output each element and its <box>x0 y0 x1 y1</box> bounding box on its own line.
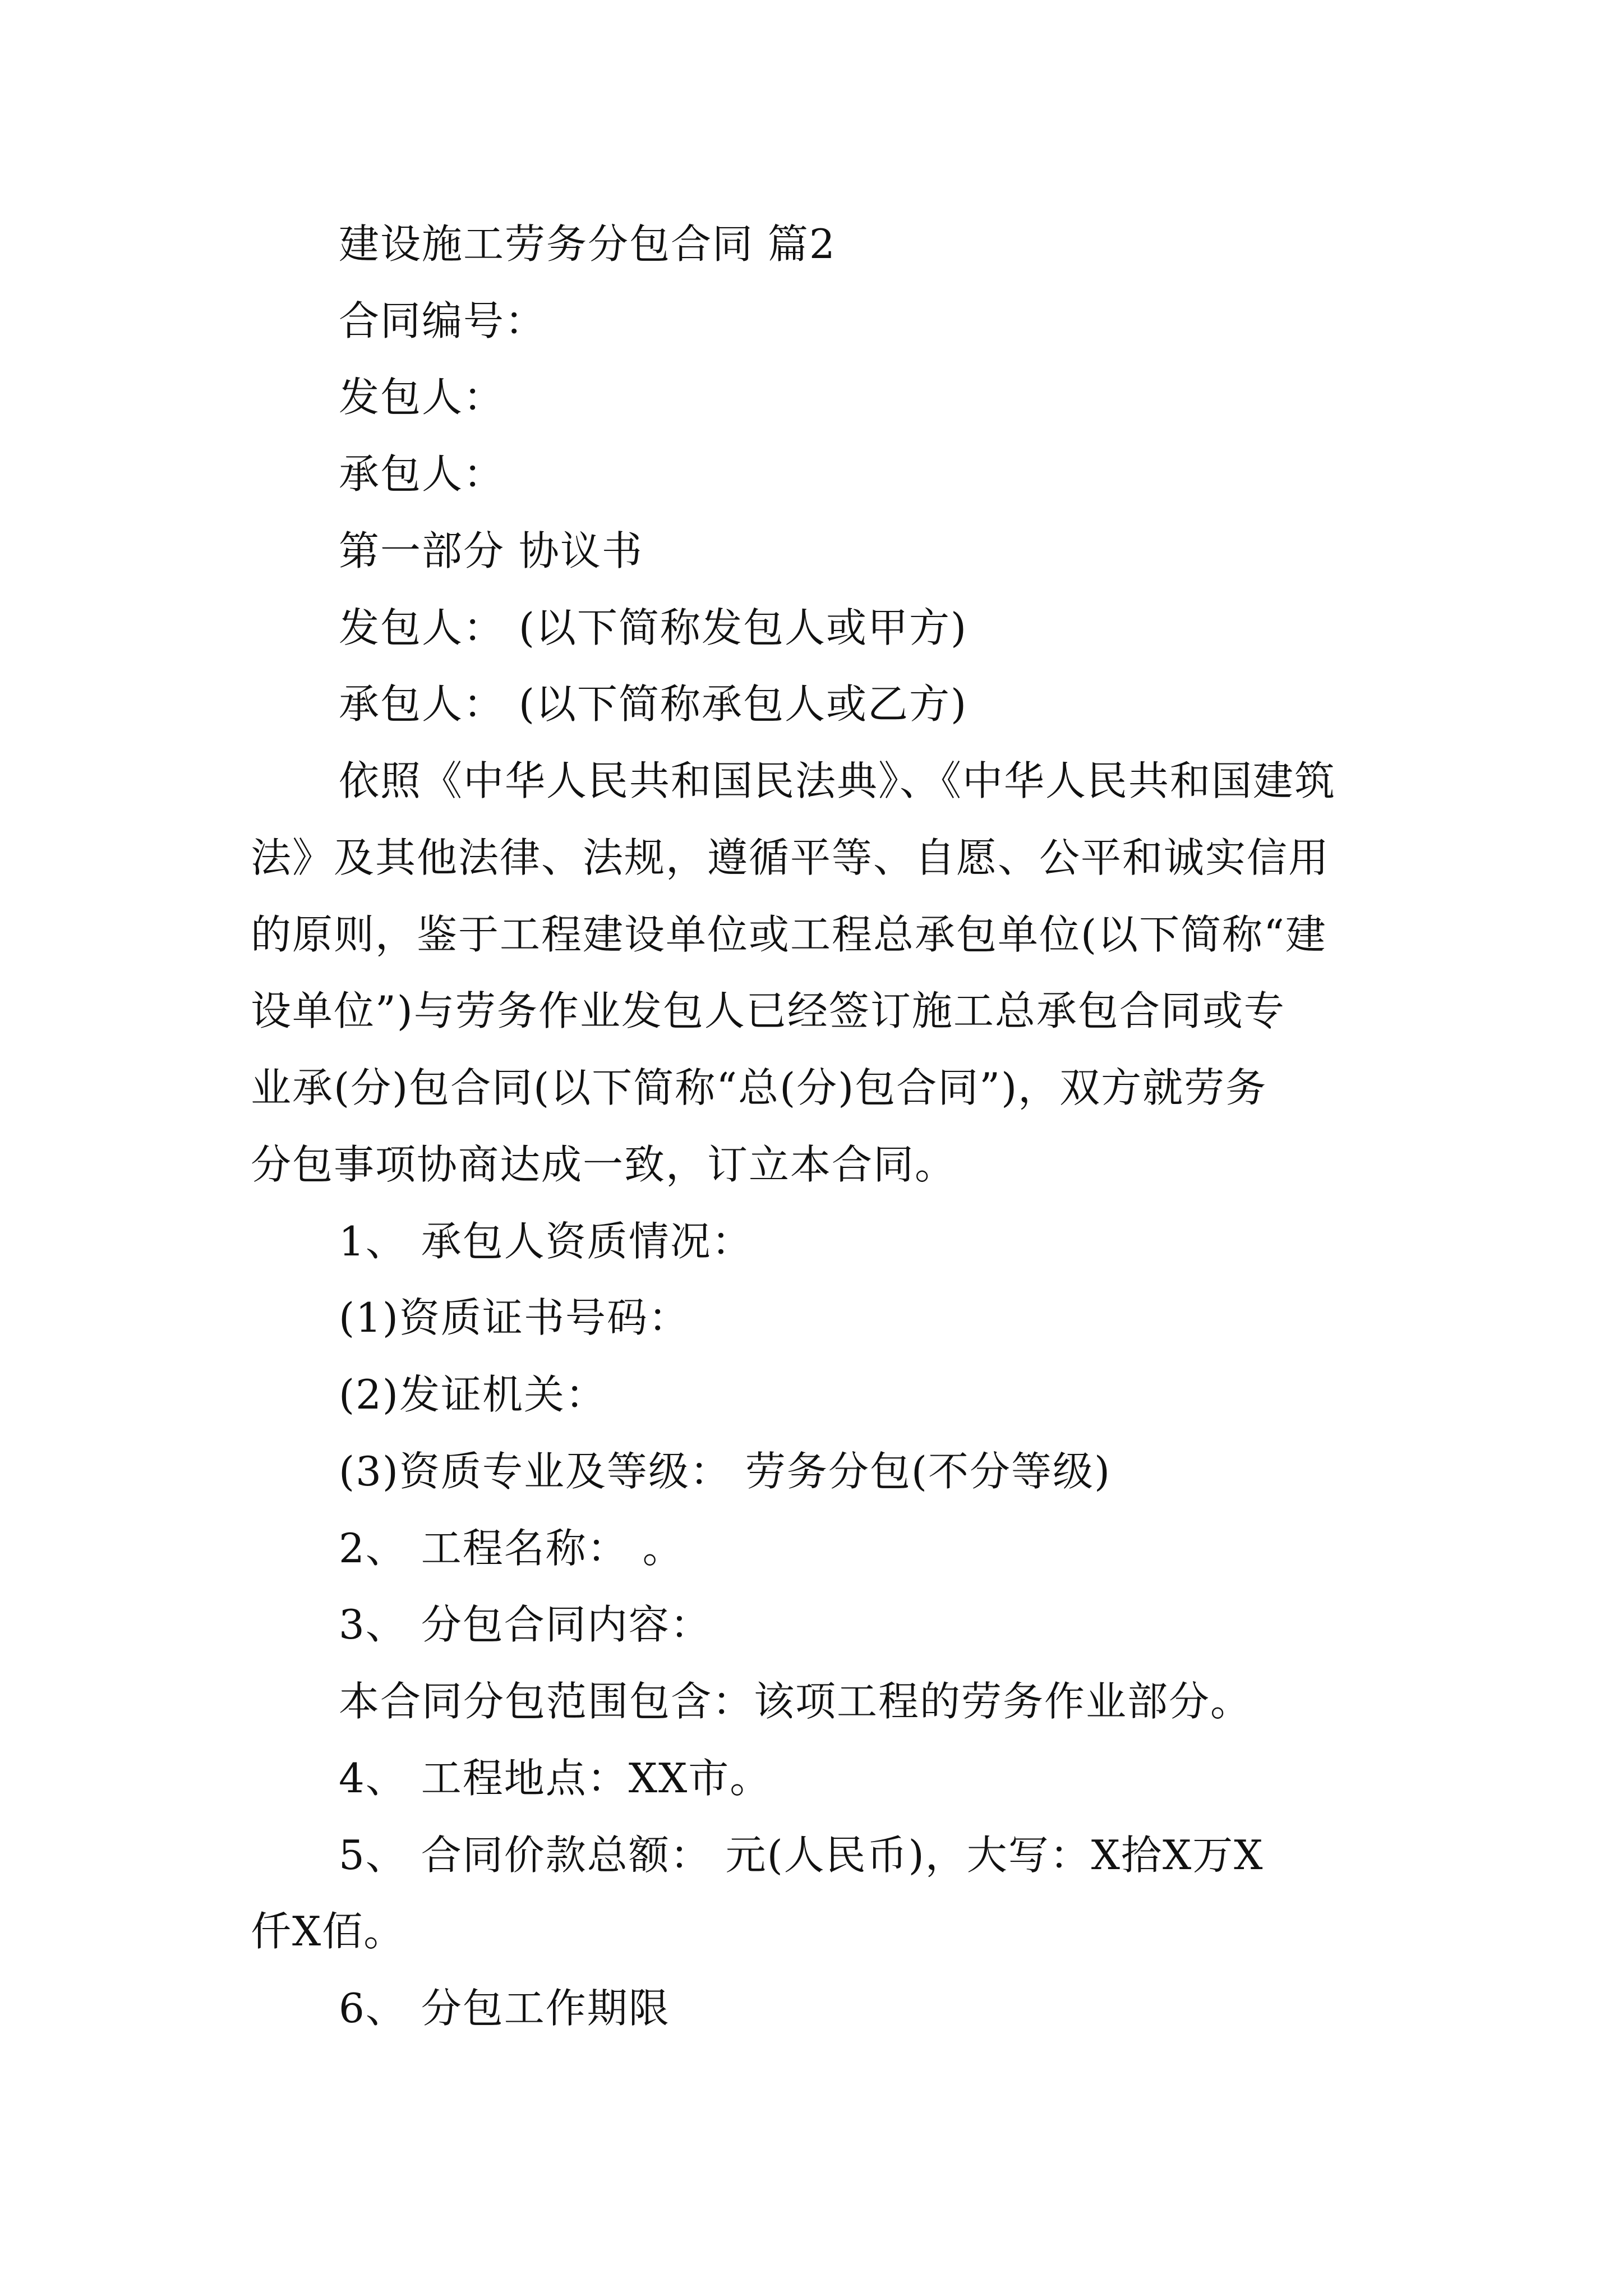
item-3-detail: 本合同分包范围包含：该项工程的劳务作业部分。 <box>339 1678 1252 1725</box>
item-3-heading: 3、 分包合同内容： <box>339 1601 712 1648</box>
contract-number-label: 合同编号： <box>339 297 547 344</box>
contractor-label: 承包人： <box>339 450 505 498</box>
preamble-line: 业承(分)包合同(以下简称“总(分)包合同”)，双方就劳务 <box>251 1064 1267 1111</box>
document-title: 建设施工劳务分包合同 篇2 <box>339 220 836 268</box>
preamble-line: 分包事项协商达成一致，订立本合同。 <box>251 1141 957 1188</box>
item-5-line-2: 仟X佰。 <box>251 1908 405 1955</box>
item-1-3: (3)资质专业及等级： 劳务分包(不分等级) <box>339 1448 1112 1495</box>
preamble-line: 设单位”)与劳务作业发包人已经签订施工总承包合同或专 <box>251 987 1285 1034</box>
item-6-heading: 6、 分包工作期限 <box>339 1985 670 2032</box>
preamble-line: 依照《中华人民共和国民法典》、《中华人民共和国建筑 <box>339 757 1336 804</box>
item-1-1: (1)资质证书号码： <box>339 1294 690 1341</box>
item-1-2: (2)发证机关： <box>339 1371 607 1418</box>
employer-label: 发包人： <box>339 374 505 421</box>
preamble-line: 法》及其他法律、法规，遵循平等、自愿、公平和诚实信用 <box>251 834 1330 881</box>
employer-full-line: 发包人： (以下简称发包人或甲方) <box>339 604 968 651</box>
part-one-heading: 第一部分 协议书 <box>339 527 643 574</box>
item-1-heading: 1、 承包人资质情况： <box>339 1218 753 1265</box>
item-2-heading: 2、 工程名称： 。 <box>339 1525 684 1572</box>
item-5-line-1: 5、 合同价款总额： 元(人民币)，大写：X拾X万X <box>339 1832 1264 1879</box>
item-4-heading: 4、 工程地点：XX市。 <box>339 1755 772 1802</box>
preamble-line: 的原则，鉴于工程建设单位或工程总承包单位(以下简称“建 <box>251 911 1327 958</box>
contractor-full-line: 承包人： (以下简称承包人或乙方) <box>339 680 968 728</box>
